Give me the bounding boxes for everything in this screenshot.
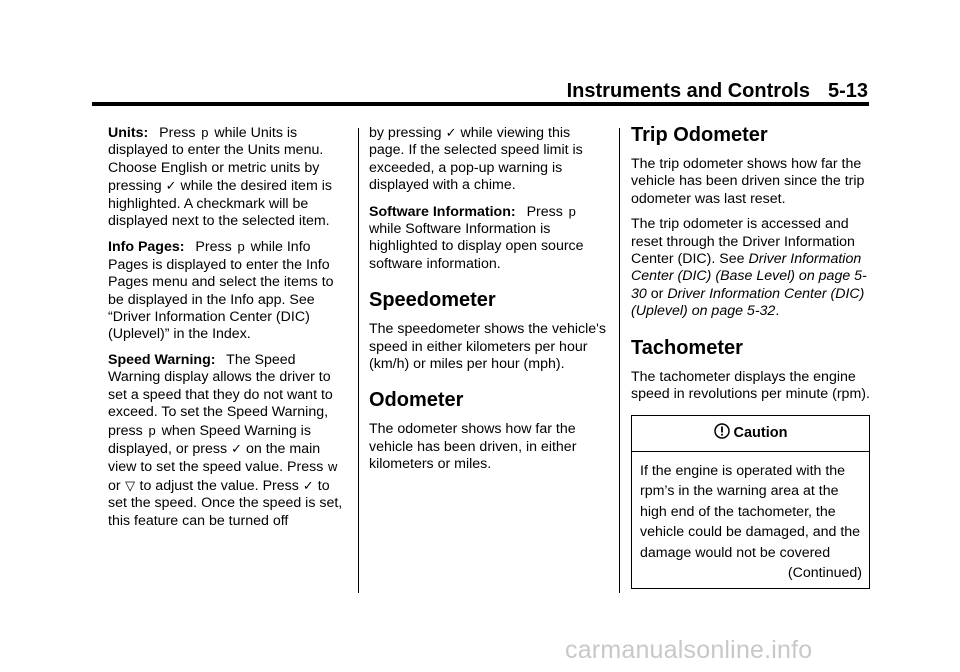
watermark: carmanualsonline.info [565, 636, 813, 664]
page-header [0, 80, 868, 103]
tachometer-heading: Tachometer [631, 336, 743, 359]
units-paragraph: Units: Press p while Units is displayed to enter the Units menu. Choose English or metric units by pressing ✓ while the desired item is highlighted. A checkmark will be displayed next to the selected item. [108, 125, 332, 230]
caution-header [632, 416, 869, 451]
caution-title: Caution [733, 425, 788, 442]
section-title: Instruments and Controls [566, 80, 810, 102]
odometer-text: The odometer shows how far the vehicle has been driven, in either kilometers or miles. [369, 421, 577, 473]
speed-warning-label: Speed Warning: [108, 351, 216, 368]
up-arrow-icon: w [328, 459, 338, 475]
column-divider [619, 128, 620, 593]
trip-odometer-text-2: The trip odometer is accessed and reset through the Driver Information Center (DIC). See Driver Information Center (DIC) (Base Level) on page 5-30 or Driver Information Center (DIC) (Uplevel) on page 5-32. [631, 216, 867, 320]
header-rule [92, 102, 869, 106]
checkmark-icon: ✓ [302, 477, 314, 493]
trip-odometer-text-1: The trip odometer shows how far the vehicle has been driven since the trip odometer was last reset. [631, 156, 865, 207]
select-icon: p [237, 239, 245, 255]
dic-base-reference: Driver Information Center (DIC) (Base Level) on page 5-30 [631, 251, 867, 302]
info-pages-paragraph: Info Pages: Press p while Info Pages is displayed to enter the Info Pages menu and select the items to be displayed in the Info app. See “Driver Information Center (DIC) (Uplevel)” in the Index. [108, 239, 334, 343]
select-icon: p [201, 125, 209, 140]
select-icon: p [148, 422, 156, 438]
column-divider [358, 128, 359, 593]
caution-text: If the engine is operated with the rpm’s in the warning area at the high end of the tachometer, the vehicle could be damaged, and the damage would not be covered [640, 462, 861, 561]
speed-warning-paragraph: Speed Warning: The Speed Warning display allows the driver to set a speed that they do not want to exceed. To set the Speed Warning, press p when Speed Warning is displayed, or press ✓ on the main view to set the speed value. Press w or ▽ to adjust the value. Press ✓ to set the speed. Once the speed is set, this feature can be turned off [108, 351, 343, 529]
continued-label: (Continued) [787, 565, 862, 582]
column-2 [369, 124, 607, 482]
trip-odometer-heading: Trip Odometer [631, 124, 768, 146]
down-arrow-icon: ▽ [125, 477, 136, 493]
units-label: Units: [108, 125, 149, 141]
software-info-paragraph: Software Information: Press p while Software Information is highlighted to display open source software information. [369, 203, 584, 272]
speedometer-text: The speedometer shows the vehicle's speed in either kilometers per hour (km/h) or miles per hour (mph). [369, 321, 606, 373]
caution-box [631, 415, 870, 588]
speedometer-heading: Speedometer [369, 289, 496, 312]
column-3 [631, 124, 871, 589]
checkmark-icon: ✓ [165, 178, 177, 194]
speed-warning-continued: by pressing ✓ while viewing this page. If the selected speed limit is exceeded, a pop-up warning is displayed with a chime. [369, 125, 583, 194]
tachometer-text: The tachometer displays the engine speed in revolutions per minute (rpm). [631, 368, 870, 403]
software-info-label: Software Information: [369, 203, 516, 220]
odometer-heading: Odometer [369, 389, 464, 412]
info-pages-label: Info Pages: [108, 239, 185, 256]
page-number: 5-13 [827, 80, 868, 102]
caution-body [632, 452, 869, 588]
dic-uplevel-reference: Driver Information Center (DIC) (Uplevel) on page 5-32 [631, 285, 865, 320]
checkmark-icon: ✓ [445, 125, 457, 140]
checkmark-icon: ✓ [231, 440, 242, 456]
select-icon: p [568, 203, 576, 219]
column-1 [108, 124, 348, 538]
warning-icon [714, 423, 730, 439]
